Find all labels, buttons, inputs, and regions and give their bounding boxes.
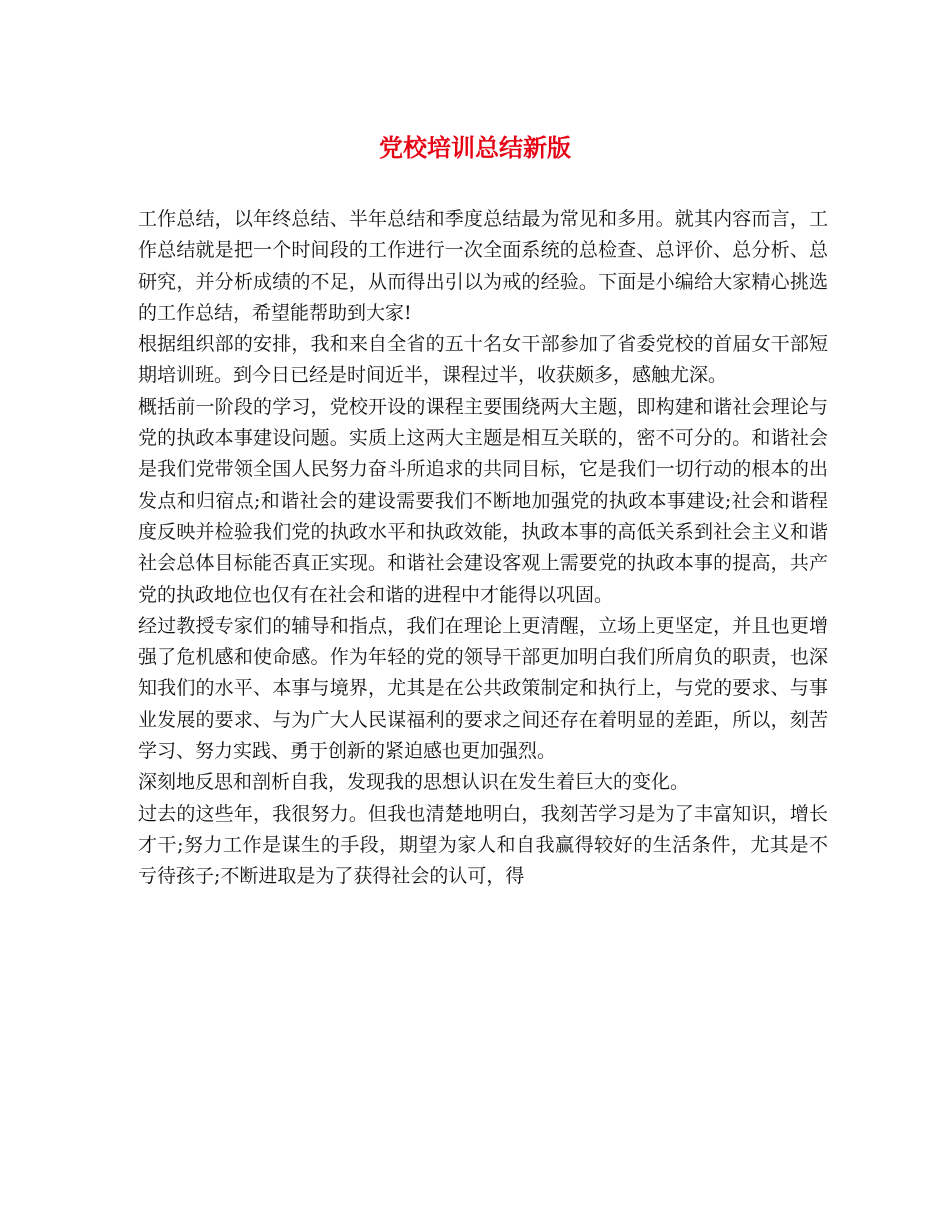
document-title: 党校培训总结新版 xyxy=(379,133,571,162)
paragraph-guidance: 经过教授专家们的辅导和指点，我们在理论上更清醒，立场上更坚定，并且也更增强了危机感和使命感。作为年轻的党的领导干部更加明白我们所肩负的职责，也深知我们的水平、本事与境界，尤其是在公共政策制定和执行上，与党的要求、与事业发展的要求、与为广大人民谋福利的要求之间还存在着明显的差距，所以，刻苦学习、努力实践、勇于创新的紧迫感也更加强烈。 xyxy=(138,614,828,763)
paragraph-reflection: 深刻地反思和剖析自我，发现我的思想认识在发生着巨大的变化。 xyxy=(138,771,690,794)
paragraph-arrangement: 根据组织部的安排，我和来自全省的五十名女干部参加了省委党校的首届女干部短期培训班。到今日已经是时间近半，课程过半，收获颇多，感触尤深。 xyxy=(138,333,828,387)
paragraph-intro: 工作总结，以年终总结、半年总结和季度总结最为常见和多用。就其内容而言，工作总结就是把一个时间段的工作进行一次全面系统的总检查、总评价、总分析、总研究，并分析成绩的不足，从而得出引以为戒的经验。下面是小编给大家精心挑选的工作总结，希望能帮助到大家! xyxy=(138,208,828,324)
paragraph-past-years: 过去的这些年，我很努力。但我也清楚地明白，我刻苦学习是为了丰富知识，增长才干;努力工作是谋生的手段，期望为家人和自我赢得较好的生活条件，尤其是不亏待孩子;不断进取是为了获得社会的认可，得 xyxy=(138,802,828,888)
paragraph-summary-themes: 概括前一阶段的学习，党校开设的课程主要围绕两大主题，即构建和谐社会理论与党的执政本事建设问题。实质上这两大主题是相互关联的，密不可分的。和谐社会是我们党带领全国人民努力奋斗所追求的共同目标，它是我们一切行动的根本的出发点和归宿点;和谐社会的建设需要我们不断地加强党的执政本事建设;社会和谐程度反映并检验我们党的执政水平和执政效能，执政本事的高低关系到社会主义和谐社会总体目标能否真正实现。和谐社会建设客观上需要党的执政本事的提高，共产党的执政地位也仅有在社会和谐的进程中才能得以巩固。 xyxy=(138,395,828,606)
document-body xyxy=(138,204,828,893)
